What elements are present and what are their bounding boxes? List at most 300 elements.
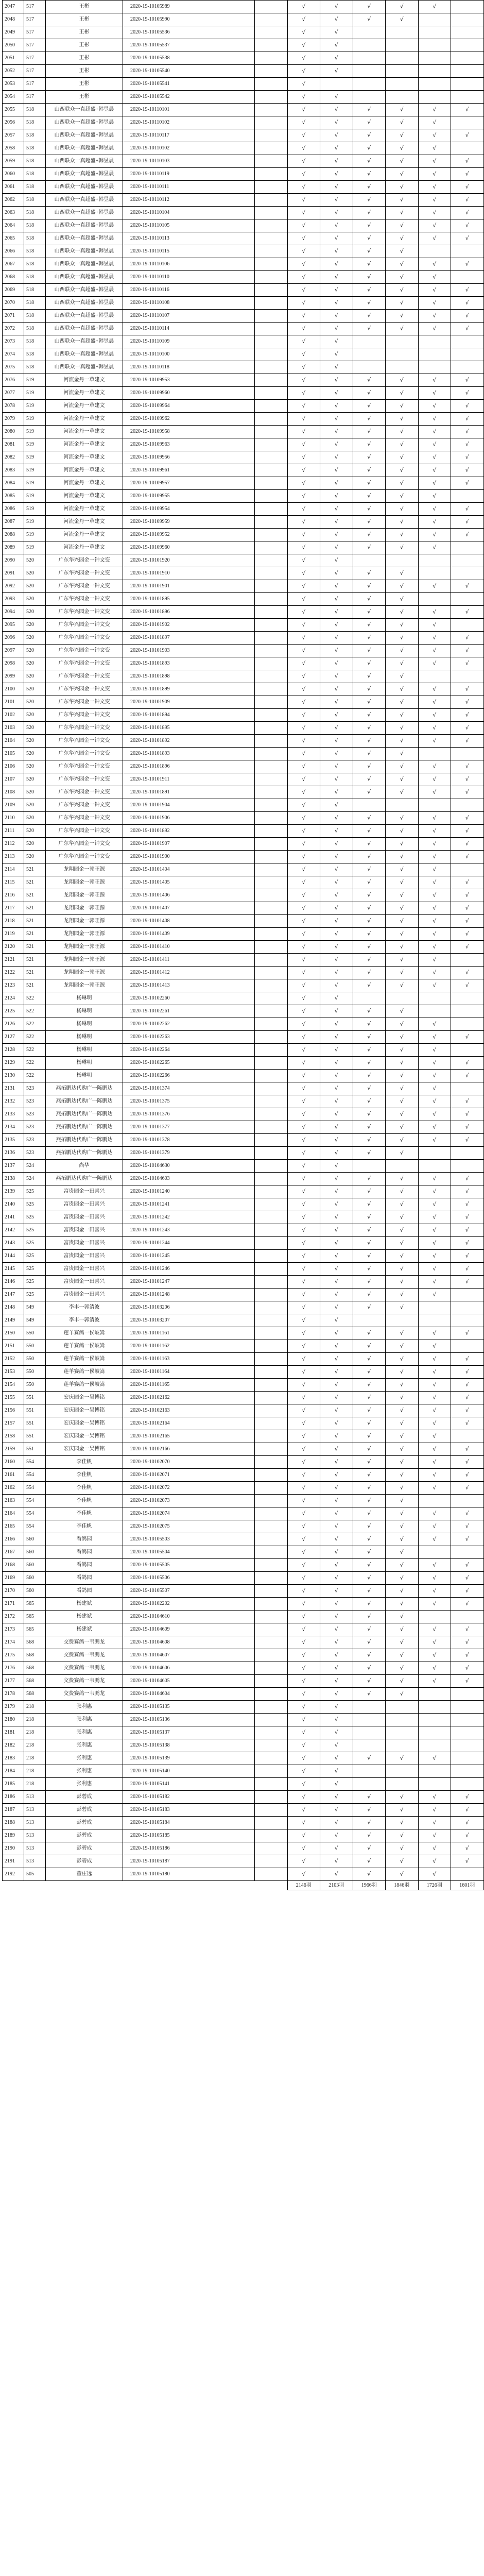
check-mark-cell: √ [418,1095,451,1108]
check-mark-cell: √ [418,232,451,245]
check-mark-cell: √ [418,516,451,529]
check-mark-cell: √ [287,580,320,593]
check-mark-cell: √ [320,645,353,657]
row-number-cell: 2132 [3,1095,24,1108]
check-mark-cell: √ [353,657,386,670]
empty-stage-cell [255,1611,288,1623]
table-row [3,1495,484,1507]
ring-number-cell: 2020-19-10110101 [123,104,255,116]
check-mark-cell: √ [353,142,386,155]
check-mark-cell: √ [353,1070,386,1082]
empty-stage-cell [353,1778,386,1791]
check-mark-cell: √ [418,181,451,194]
member-code-cell: 549 [24,1301,46,1314]
check-mark-cell: √ [320,1314,353,1327]
table-row [3,168,484,181]
check-mark-cell: √ [386,1443,419,1456]
empty-stage-cell [255,26,288,39]
owner-name-cell: 燕拓鹏达代购广一陈鹏达 [46,1173,123,1185]
table-row [3,477,484,490]
check-mark-cell: √ [287,1250,320,1263]
empty-stage-cell [255,786,288,799]
ring-number-cell: 2020-19-10102265 [123,1057,255,1070]
check-mark-cell: √ [320,670,353,683]
empty-stage-cell [451,1,484,13]
row-number-cell: 2133 [3,1108,24,1121]
row-number-cell: 2118 [3,915,24,928]
check-mark-cell: √ [418,902,451,915]
check-mark-cell: √ [386,1829,419,1842]
check-mark-cell: √ [320,773,353,786]
table-row [3,232,484,245]
table-row [3,1804,484,1817]
member-code-cell: 517 [24,1,46,13]
owner-name-cell: 龙翔园金一郭旺源 [46,876,123,889]
owner-name-cell: 河流金丹一草建文 [46,451,123,464]
member-code-cell: 525 [24,1289,46,1301]
ring-number-cell: 2020-19-10101904 [123,799,255,812]
member-code-cell: 551 [24,1404,46,1417]
ring-number-cell: 2020-19-10105538 [123,52,255,65]
check-mark-cell: √ [418,1533,451,1546]
empty-stage-cell [451,1147,484,1160]
table-row [3,1353,484,1366]
check-mark-cell: √ [320,696,353,709]
row-number-cell: 2086 [3,503,24,516]
check-mark-cell: √ [320,876,353,889]
ring-number-cell: 2020-19-10101893 [123,657,255,670]
row-number-cell: 2137 [3,1160,24,1173]
row-number-cell: 2145 [3,1263,24,1276]
check-mark-cell: √ [451,1482,484,1495]
row-number-cell: 2182 [3,1739,24,1752]
empty-stage-cell [255,1829,288,1842]
empty-stage-cell [353,52,386,65]
check-mark-cell: √ [287,400,320,413]
empty-stage-cell [451,116,484,129]
check-mark-cell: √ [320,1533,353,1546]
ring-number-cell: 2020-19-10110105 [123,219,255,232]
check-mark-cell: √ [386,889,419,902]
ring-number-cell: 2020-19-10101911 [123,773,255,786]
check-mark-cell: √ [287,683,320,696]
owner-name-cell: 看鸽园 [46,1572,123,1585]
check-mark-cell: √ [353,258,386,271]
check-mark-cell: √ [386,722,419,735]
check-mark-cell: √ [320,26,353,39]
empty-stage-cell [255,1675,288,1688]
check-mark-cell: √ [320,1585,353,1598]
check-mark-cell: √ [353,979,386,992]
empty-stage-cell [255,1533,288,1546]
check-mark-cell: √ [386,1585,419,1598]
empty-stage-cell [418,1765,451,1778]
row-number-cell: 2116 [3,889,24,902]
row-number-cell: 2049 [3,26,24,39]
table-row [3,567,484,580]
table-row [3,670,484,683]
empty-stage-cell [255,13,288,26]
row-number-cell: 2061 [3,181,24,194]
check-mark-cell: √ [418,142,451,155]
owner-name-cell: 山西联众一真超盛+韩昱晨 [46,155,123,168]
owner-name-cell: 广东华兴园金一钟文变 [46,554,123,567]
empty-stage-cell [255,104,288,116]
check-mark-cell: √ [320,400,353,413]
check-mark-cell: √ [451,426,484,438]
empty-stage-cell [255,1778,288,1791]
owner-name-cell: 莲羊赛鸽一侯岐嵩 [46,1327,123,1340]
check-mark-cell: √ [418,1404,451,1417]
check-mark-cell: √ [287,1726,320,1739]
check-mark-cell: √ [320,104,353,116]
empty-stage-cell [255,1250,288,1263]
member-code-cell: 551 [24,1392,46,1404]
empty-stage-cell [255,1417,288,1430]
empty-stage-cell [255,941,288,954]
ring-number-cell: 2020-19-10101375 [123,1095,255,1108]
empty-stage-cell [255,1404,288,1417]
empty-stage-cell [451,619,484,632]
ring-number-cell: 2020-19-10101895 [123,722,255,735]
empty-stage-cell [255,129,288,142]
check-mark-cell: √ [386,1623,419,1636]
check-mark-cell: √ [320,1752,353,1765]
ring-number-cell: 2020-19-10101909 [123,696,255,709]
owner-name-cell: 富贵园金一田喜兴 [46,1289,123,1301]
ring-number-cell: 2020-19-10110119 [123,168,255,181]
check-mark-cell: √ [287,529,320,541]
ring-number-cell: 2020-19-10105989 [123,1,255,13]
empty-stage-cell [255,1289,288,1301]
table-row [3,657,484,670]
check-mark-cell: √ [418,413,451,426]
check-mark-cell: √ [418,168,451,181]
check-mark-cell: √ [353,1791,386,1804]
row-number-cell: 2148 [3,1301,24,1314]
empty-stage-cell [451,1765,484,1778]
empty-stage-cell [255,825,288,838]
check-mark-cell: √ [320,1289,353,1301]
member-code-cell: 513 [24,1804,46,1817]
table-row [3,1611,484,1623]
check-mark-cell: √ [320,554,353,567]
check-mark-cell: √ [353,1817,386,1829]
table-row [3,1366,484,1379]
check-mark-cell: √ [386,1546,419,1559]
check-mark-cell: √ [353,1044,386,1057]
owner-name-cell: 交费赛鸽一韦鹏龙 [46,1636,123,1649]
check-mark-cell: √ [418,116,451,129]
check-mark-cell: √ [287,1340,320,1353]
check-mark-cell: √ [353,1095,386,1108]
check-mark-cell: √ [386,284,419,297]
check-mark-cell: √ [451,889,484,902]
check-mark-cell: √ [451,1855,484,1868]
check-mark-cell: √ [451,258,484,271]
empty-stage-cell [386,1739,419,1752]
check-mark-cell: √ [451,438,484,451]
empty-stage-cell [255,232,288,245]
check-mark-cell: √ [386,567,419,580]
check-mark-cell: √ [451,194,484,207]
member-code-cell: 520 [24,760,46,773]
ring-number-cell: 2020-19-10102072 [123,1482,255,1495]
check-mark-cell: √ [320,116,353,129]
race-record-table [2,0,484,1890]
empty-stage-cell [255,78,288,91]
row-number-cell: 2156 [3,1404,24,1417]
check-mark-cell: √ [386,838,419,851]
owner-name-cell: 广东华兴园金一钟文变 [46,670,123,683]
check-mark-cell: √ [320,323,353,335]
empty-stage-cell [255,580,288,593]
ring-number-cell: 2020-19-10101898 [123,670,255,683]
check-mark-cell: √ [386,1173,419,1185]
empty-stage-cell [255,1173,288,1185]
owner-name-cell: 河流金丹一草建文 [46,413,123,426]
empty-stage-cell [418,593,451,606]
check-mark-cell: √ [287,696,320,709]
ring-number-cell: 2020-19-10105139 [123,1752,255,1765]
member-code-cell: 517 [24,65,46,78]
member-code-cell: 519 [24,413,46,426]
check-mark-cell: √ [353,284,386,297]
empty-stage-cell [255,387,288,400]
check-mark-cell: √ [287,915,320,928]
check-mark-cell: √ [451,876,484,889]
check-mark-cell: √ [287,116,320,129]
check-mark-cell: √ [353,1804,386,1817]
check-mark-cell: √ [353,786,386,799]
member-code-cell: 568 [24,1688,46,1701]
check-mark-cell: √ [451,1198,484,1211]
row-number-cell: 2098 [3,657,24,670]
check-mark-cell: √ [320,709,353,722]
owner-name-cell: 山西联众一真超盛+韩昱晨 [46,323,123,335]
check-mark-cell: √ [386,954,419,967]
empty-stage-cell [255,1649,288,1662]
check-mark-cell: √ [418,1211,451,1224]
check-mark-cell: √ [353,297,386,310]
row-number-cell: 2087 [3,516,24,529]
ring-number-cell: 2020-19-10102073 [123,1495,255,1507]
check-mark-cell: √ [287,26,320,39]
stage-total-cell: 1601羽 [451,1881,484,1890]
owner-name-cell: 富贵园金一田喜兴 [46,1224,123,1237]
owner-name-cell: 看鸽园 [46,1585,123,1598]
empty-stage-cell [255,155,288,168]
check-mark-cell: √ [418,915,451,928]
member-code-cell: 518 [24,335,46,348]
ring-number-cell: 2020-19-10109954 [123,503,255,516]
row-number-cell: 2083 [3,464,24,477]
check-mark-cell: √ [451,207,484,219]
member-code-cell: 218 [24,1726,46,1739]
check-mark-cell: √ [386,1147,419,1160]
ring-number-cell: 2020-19-10104604 [123,1688,255,1701]
row-number-cell: 2067 [3,258,24,271]
owner-name-cell: 河流金丹一草建文 [46,426,123,438]
empty-stage-cell [451,1778,484,1791]
empty-stage-cell [255,593,288,606]
check-mark-cell: √ [386,1392,419,1404]
table-row [3,1276,484,1289]
check-mark-cell: √ [386,451,419,464]
owner-name-cell: 富贵园金一田喜兴 [46,1250,123,1263]
row-number-cell: 2077 [3,387,24,400]
empty-stage-cell [353,1739,386,1752]
ring-number-cell: 2020-19-10104607 [123,1649,255,1662]
check-mark-cell: √ [386,129,419,142]
check-mark-cell: √ [320,1482,353,1495]
check-mark-cell: √ [418,645,451,657]
empty-stage-cell [255,310,288,323]
check-mark-cell: √ [386,297,419,310]
check-mark-cell: √ [353,219,386,232]
check-mark-cell: √ [451,1134,484,1147]
check-mark-cell: √ [418,1791,451,1804]
row-number-cell: 2096 [3,632,24,645]
row-number-cell: 2189 [3,1829,24,1842]
check-mark-cell: √ [451,683,484,696]
table-row [3,1211,484,1224]
row-number-cell: 2051 [3,52,24,65]
check-mark-cell: √ [451,1121,484,1134]
table-row [3,181,484,194]
check-mark-cell: √ [386,387,419,400]
check-mark-cell: √ [353,129,386,142]
member-code-cell: 550 [24,1340,46,1353]
table-row [3,748,484,760]
empty-stage-cell [255,374,288,387]
check-mark-cell: √ [320,941,353,954]
member-code-cell: 523 [24,1108,46,1121]
member-code-cell: 521 [24,928,46,941]
check-mark-cell: √ [320,181,353,194]
member-code-cell: 560 [24,1559,46,1572]
owner-name-cell: 龙翔园金一郭旺源 [46,967,123,979]
check-mark-cell: √ [287,876,320,889]
owner-name-cell: 杨琳明 [46,1044,123,1057]
empty-stage-cell [255,967,288,979]
ring-number-cell: 2020-19-10101240 [123,1185,255,1198]
check-mark-cell: √ [353,760,386,773]
check-mark-cell: √ [287,1160,320,1173]
table-row [3,825,484,838]
check-mark-cell: √ [386,323,419,335]
check-mark-cell: √ [386,645,419,657]
check-mark-cell: √ [353,1327,386,1340]
owner-name-cell: 张利惠 [46,1739,123,1752]
ring-number-cell: 2020-19-10104605 [123,1675,255,1688]
check-mark-cell: √ [287,1211,320,1224]
empty-stage-cell [386,335,419,348]
member-code-cell: 518 [24,297,46,310]
owner-name-cell: 广东华兴园金一钟文变 [46,709,123,722]
check-mark-cell: √ [287,1198,320,1211]
check-mark-cell: √ [386,1417,419,1430]
row-number-cell: 2181 [3,1726,24,1739]
check-mark-cell: √ [418,979,451,992]
check-mark-cell: √ [287,1404,320,1417]
check-mark-cell: √ [320,1507,353,1520]
check-mark-cell: √ [287,1314,320,1327]
row-number-cell: 2078 [3,400,24,413]
owner-name-cell: 广东华兴园金一钟文变 [46,683,123,696]
empty-stage-cell [451,1018,484,1031]
empty-stage-cell [451,567,484,580]
check-mark-cell: √ [287,1134,320,1147]
member-code-cell: 519 [24,477,46,490]
check-mark-cell: √ [418,490,451,503]
row-number-cell: 2163 [3,1495,24,1507]
empty-stage-cell [255,1327,288,1340]
table-row [3,207,484,219]
check-mark-cell: √ [320,207,353,219]
owner-name-cell: 广东华兴园金一钟文变 [46,799,123,812]
table-row [3,1018,484,1031]
footer-spacer [46,1881,123,1890]
empty-stage-cell [353,91,386,104]
empty-stage-cell [255,1572,288,1585]
check-mark-cell: √ [287,1224,320,1237]
check-mark-cell: √ [353,1585,386,1598]
footer-spacer [24,1881,46,1890]
check-mark-cell: √ [287,104,320,116]
empty-stage-cell [451,1739,484,1752]
check-mark-cell: √ [386,825,419,838]
empty-stage-cell [255,516,288,529]
table-row [3,1057,484,1070]
table-row [3,387,484,400]
check-mark-cell: √ [386,1842,419,1855]
check-mark-cell: √ [418,941,451,954]
empty-stage-cell [451,1160,484,1173]
check-mark-cell: √ [451,1185,484,1198]
check-mark-cell: √ [320,1263,353,1276]
check-mark-cell: √ [451,1057,484,1070]
check-mark-cell: √ [386,1134,419,1147]
check-mark-cell: √ [451,1392,484,1404]
empty-stage-cell [255,709,288,722]
ring-number-cell: 2020-19-10105503 [123,1533,255,1546]
ring-number-cell: 2020-19-10101406 [123,889,255,902]
check-mark-cell: √ [386,1263,419,1276]
row-number-cell: 2161 [3,1469,24,1482]
row-number-cell: 2095 [3,619,24,632]
check-mark-cell: √ [287,1649,320,1662]
check-mark-cell: √ [418,1327,451,1340]
check-mark-cell: √ [386,245,419,258]
check-mark-cell: √ [418,954,451,967]
check-mark-cell: √ [386,1327,419,1340]
empty-stage-cell [255,1134,288,1147]
empty-stage-cell [255,683,288,696]
owner-name-cell: 山西联众一真超盛+韩昱晨 [46,219,123,232]
row-number-cell: 2093 [3,593,24,606]
row-number-cell: 2164 [3,1507,24,1520]
row-number-cell: 2177 [3,1675,24,1688]
check-mark-cell: √ [451,1353,484,1366]
member-code-cell: 517 [24,26,46,39]
row-number-cell: 2050 [3,39,24,52]
row-number-cell: 2104 [3,735,24,748]
empty-stage-cell [255,1095,288,1108]
table-row [3,941,484,954]
table-row [3,65,484,78]
owner-name-cell: 莲羊赛鸽一侯岐嵩 [46,1353,123,1366]
